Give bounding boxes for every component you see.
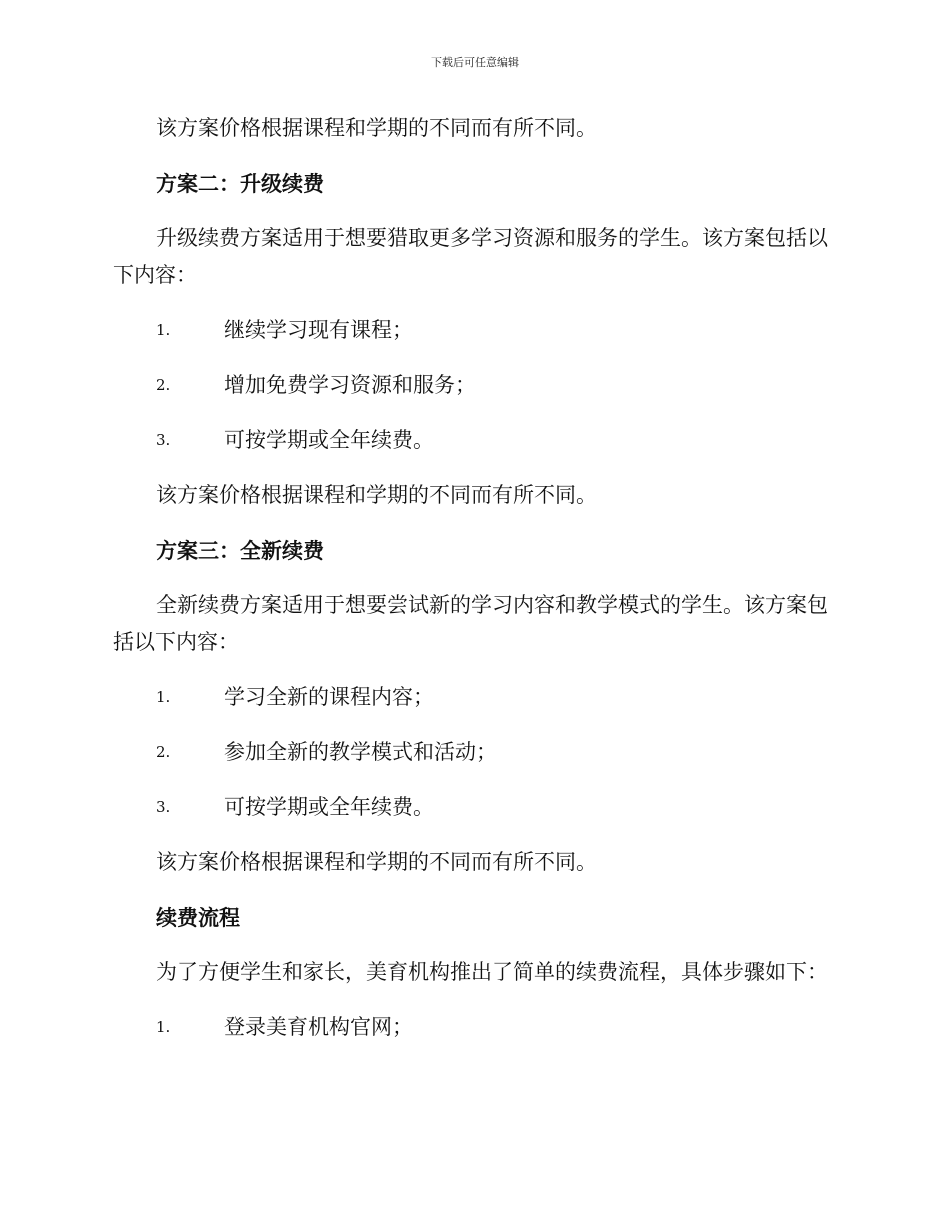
- list-number: 1.: [156, 688, 171, 706]
- list-text: 参加全新的教学模式和活动；: [224, 740, 497, 764]
- heading-plan-two: 方案二：升级续费: [156, 171, 324, 196]
- list-number: 1.: [156, 1018, 171, 1036]
- list-number: 3.: [156, 431, 171, 449]
- list-item: [113, 422, 833, 459]
- heading-renewal-process: 续费流程: [156, 905, 240, 930]
- list-item: [113, 312, 833, 349]
- paragraph-renewal-process-intro: 为了方便学生和家长，美育机构推出了简单的续费流程，具体步骤如下：: [156, 960, 828, 984]
- list-number: 2.: [156, 743, 171, 761]
- list-text: 登录美育机构官网；: [224, 1015, 413, 1039]
- paragraph-price-note-3: 该方案价格根据课程和学期的不同而有所不同。: [156, 850, 597, 874]
- list-text: 增加免费学习资源和服务；: [224, 373, 476, 397]
- list-text: 可按学期或全年续费。: [224, 795, 434, 819]
- list-number: 1.: [156, 321, 171, 339]
- list-number: 3.: [156, 798, 171, 816]
- list-number: 2.: [156, 376, 171, 394]
- list-item: [113, 1009, 833, 1046]
- list-item: [113, 679, 833, 716]
- list-item: [113, 734, 833, 771]
- heading-plan-three: 方案三：全新续费: [156, 538, 324, 563]
- paragraph-price-note-1: 该方案价格根据课程和学期的不同而有所不同。: [156, 116, 597, 140]
- paragraph-plan-three-intro: 全新续费方案适用于想要尝试新的学习内容和教学模式的学生。该方案包括以下内容：: [113, 593, 828, 654]
- document-body: [113, 110, 833, 1046]
- list-text: 可按学期或全年续费。: [224, 428, 434, 452]
- paragraph-plan-two-intro: 升级续费方案适用于想要猎取更多学习资源和服务的学生。该方案包括以下内容：: [113, 226, 828, 287]
- list-text: 继续学习现有课程；: [224, 318, 413, 342]
- page-header-note: 下载后可任意编辑: [431, 56, 519, 69]
- list-item: [113, 789, 833, 826]
- list-item: [113, 367, 833, 404]
- list-text: 学习全新的课程内容；: [224, 685, 434, 709]
- paragraph-price-note-2: 该方案价格根据课程和学期的不同而有所不同。: [156, 483, 597, 507]
